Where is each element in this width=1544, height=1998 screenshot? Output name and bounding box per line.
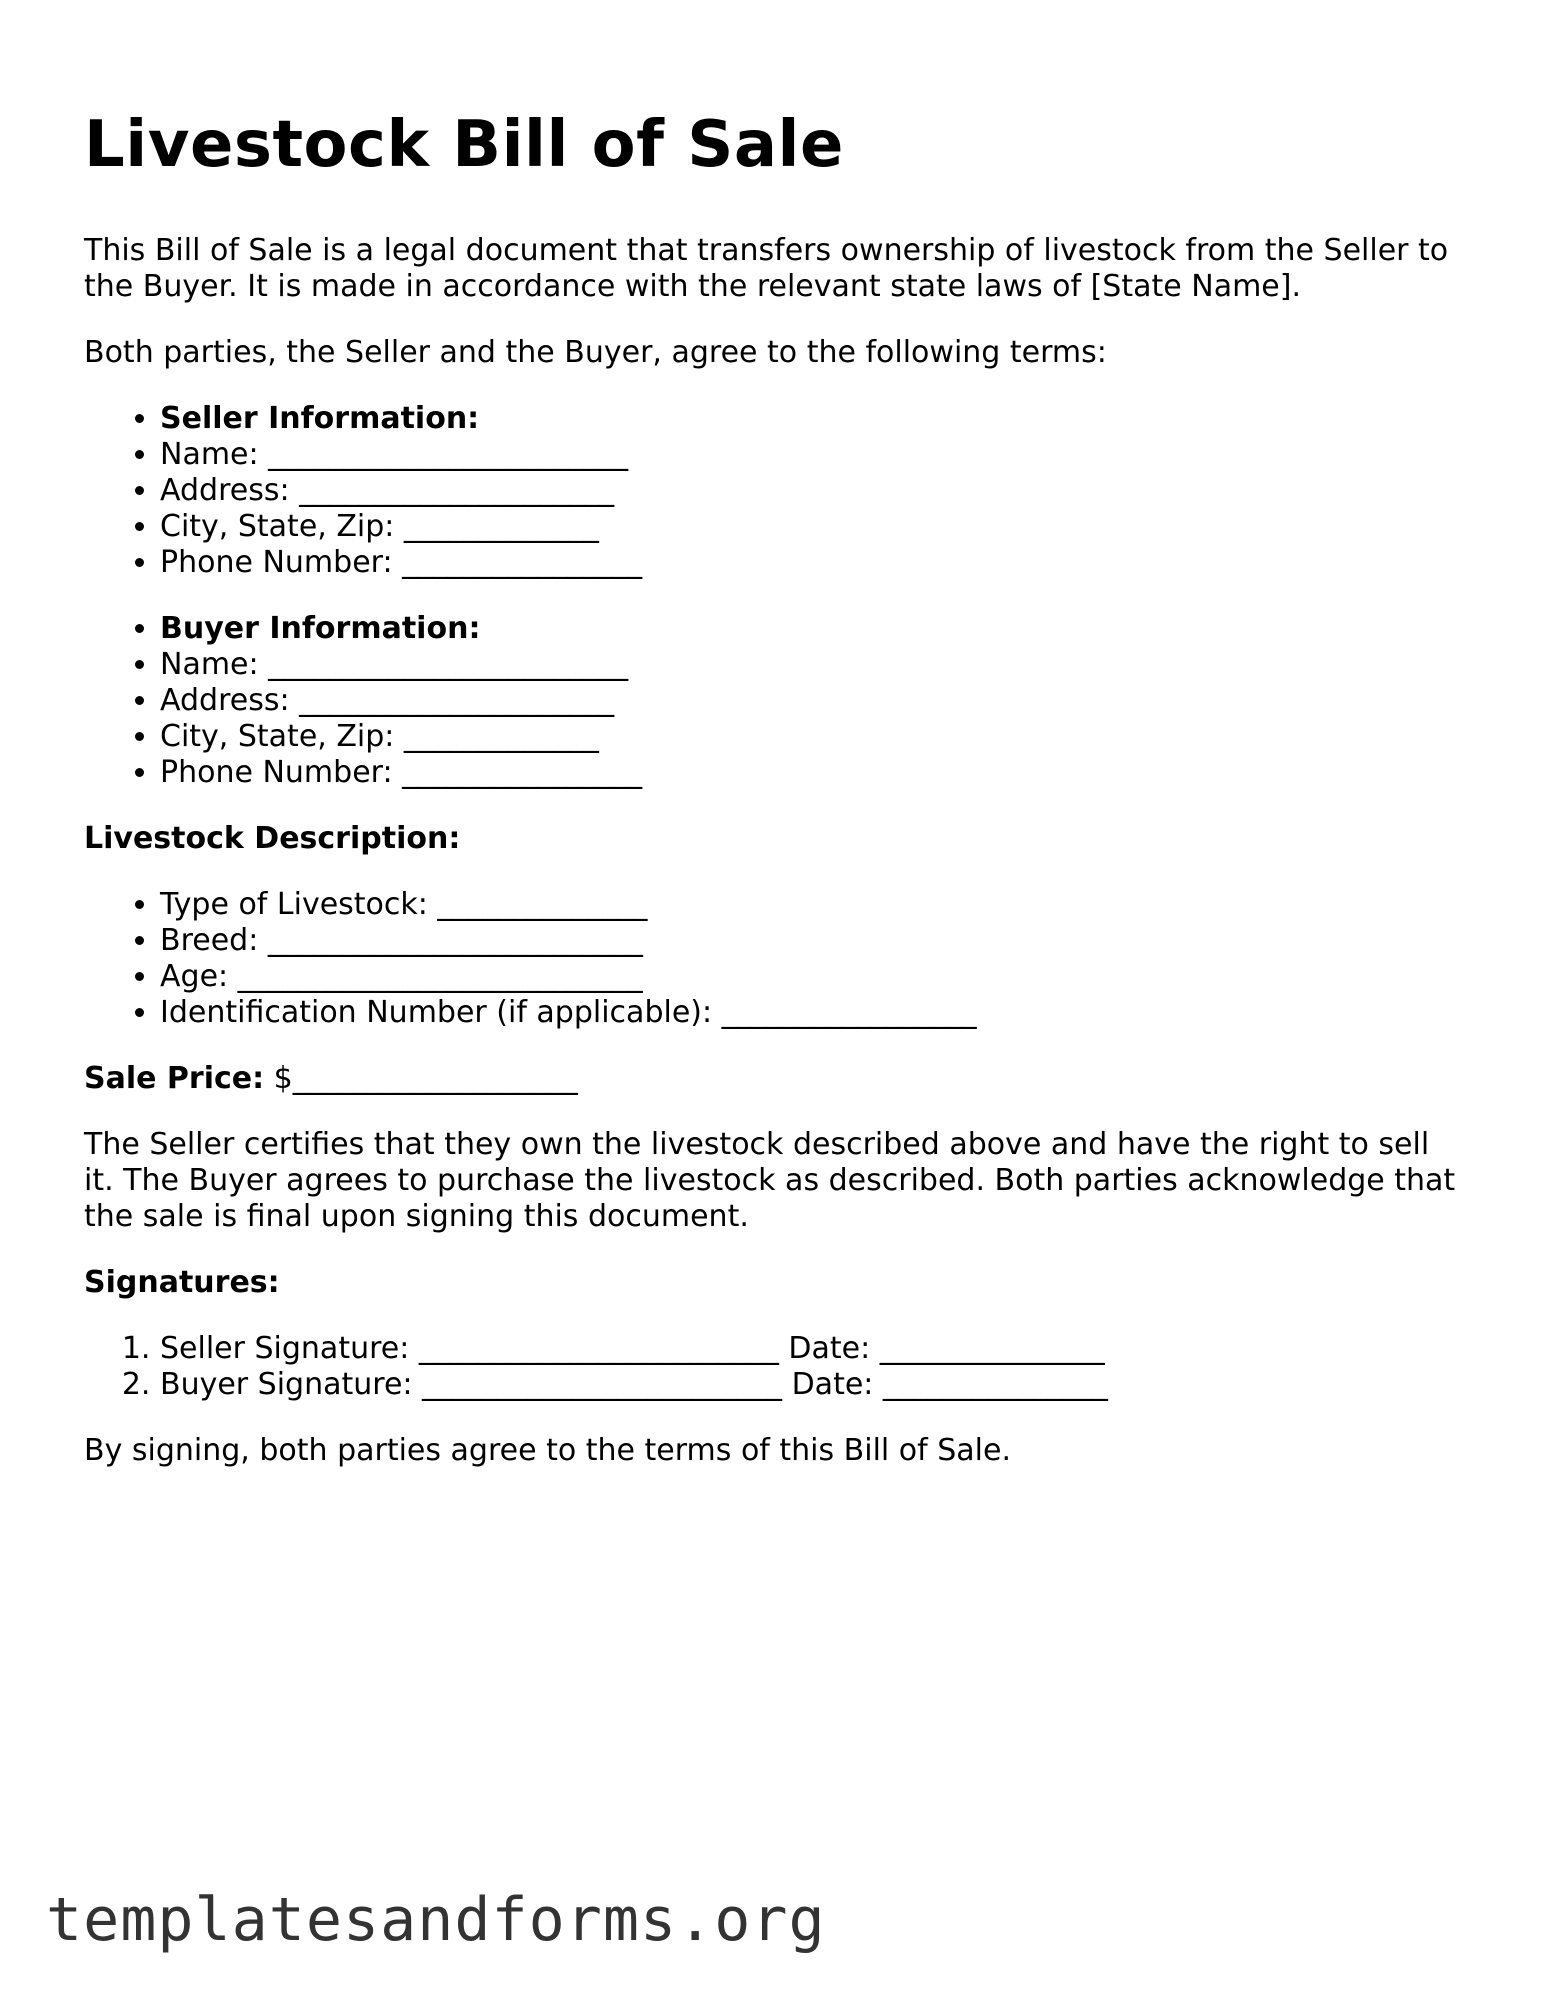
- livestock-description-list: [84, 887, 1464, 1031]
- buyer-phone-field: • Phone Number: ________________: [160, 755, 1464, 791]
- buyer-city-state-zip-field: • City, State, Zip: _____________: [160, 719, 1464, 755]
- livestock-id-number-field: • Identification Number (if applicable): _________________: [160, 995, 1464, 1031]
- site-watermark: templatesandforms.org: [46, 1885, 826, 1955]
- seller-signature-line: 1. Seller Signature: ________________________ Date: _______________: [160, 1331, 1464, 1367]
- signatures-heading: Signatures:: [84, 1265, 280, 1300]
- buyer-name-field: • Name: ________________________: [160, 647, 1464, 683]
- livestock-description-heading: Livestock Description:: [84, 821, 461, 856]
- livestock-type-field: • Type of Livestock: ______________: [160, 887, 1464, 923]
- livestock-age-field: • Age: ___________________________: [160, 959, 1464, 995]
- buyer-info-list: [84, 611, 1464, 791]
- certification-paragraph: The Seller certifies that they own the livestock described above and have the right to sell it. The Buyer agrees to purchase the livestock as described. Both parties acknowledge that the sale is final upon signing this document.: [84, 1127, 1456, 1234]
- seller-info-list: [84, 401, 1464, 581]
- sale-price-value: $___________________: [273, 1061, 578, 1096]
- document-page: [84, 105, 1464, 1499]
- sale-price-label: Sale Price:: [84, 1061, 265, 1096]
- signatures-list: [84, 1331, 1464, 1403]
- document-title: Livestock Bill of Sale: [84, 108, 844, 182]
- seller-phone-field: • Phone Number: ________________: [160, 545, 1464, 581]
- seller-info-heading: • Seller Information:: [160, 401, 1464, 437]
- agreement-paragraph: Both parties, the Seller and the Buyer, agree to the following terms:: [84, 335, 1107, 370]
- intro-paragraph: This Bill of Sale is a legal document that transfers ownership of livestock from the Seller to the Buyer. It is made in accordance with the relevant state laws of [State Name].: [84, 233, 1449, 304]
- seller-city-state-zip-field: • City, State, Zip: _____________: [160, 509, 1464, 545]
- livestock-breed-field: • Breed: _________________________: [160, 923, 1464, 959]
- buyer-address-field: • Address: _____________________: [160, 683, 1464, 719]
- sale-price-line: [84, 1061, 1464, 1097]
- buyer-signature-line: 2. Buyer Signature: ________________________ Date: _______________: [160, 1367, 1464, 1403]
- seller-address-field: • Address: _____________________: [160, 473, 1464, 509]
- buyer-info-heading: • Buyer Information:: [160, 611, 1464, 647]
- seller-name-field: • Name: ________________________: [160, 437, 1464, 473]
- closing-paragraph: By signing, both parties agree to the terms of this Bill of Sale.: [84, 1433, 1011, 1468]
